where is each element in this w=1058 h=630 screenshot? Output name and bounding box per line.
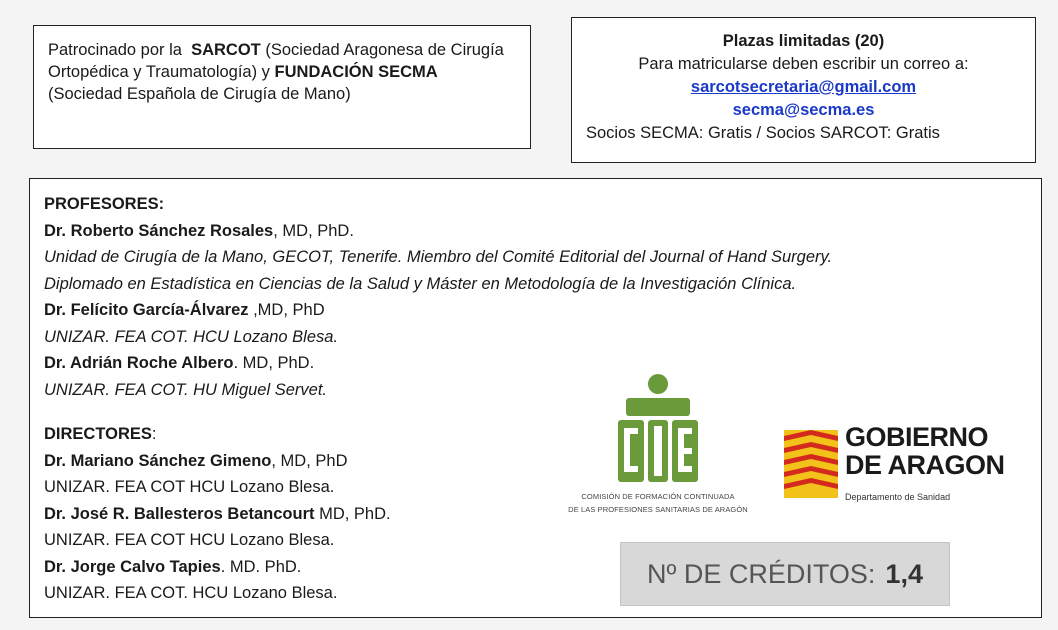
sponsor-secma: FUNDACIÓN SECMA — [274, 63, 438, 81]
email-link-sarcot[interactable]: sarcotsecretaria@gmail.com — [690, 78, 917, 96]
professor-3-affiliation: UNIZAR. FEA COT. HU Miguel Servet. — [44, 380, 328, 399]
enroll-title: Plazas limitadas (20) — [722, 32, 885, 50]
cfc-caption: COMISIÓN DE FORMACIÓN CONTINUADA DE LAS PROFESIONES SANITARIAS DE ARAGÓN — [568, 492, 748, 514]
professors-heading: PROFESORES: — [44, 195, 165, 213]
director-1: Dr. Mariano Sánchez Gimeno, MD, PhD — [44, 451, 348, 470]
director-1-affiliation: UNIZAR. FEA COT HCU Lozano Blesa. — [44, 478, 335, 496]
director-3: Dr. Jorge Calvo Tapies. MD. PhD. — [44, 557, 302, 576]
directors-heading: DIRECTORES: — [44, 425, 157, 443]
director-2-affiliation: UNIZAR. FEA COT HCU Lozano Blesa. — [44, 531, 335, 549]
enrollment-box — [571, 17, 1036, 163]
director-2: Dr. José R. Ballesteros Betancourt MD, PhD. — [44, 504, 391, 523]
professor-1-affiliation: Unidad de Cirugía de la Mano, GECOT, Tenerife. Miembro del Comité Editorial del Journal of Hand Surgery. — [44, 248, 833, 266]
professor-1: Dr. Roberto Sánchez Rosales, MD, PhD. — [44, 221, 354, 240]
sponsor-secma-desc: (Sociedad Española de Cirugía de Mano) — [48, 85, 351, 103]
professor-2: Dr. Felícito García-Álvarez ,MD, PhD — [44, 301, 325, 319]
director-3-affiliation: UNIZAR. FEA COT. HCU Lozano Blesa. — [44, 584, 338, 602]
enroll-fees: Socios SECMA: Gratis / Socios SARCOT: Gratis — [586, 124, 940, 142]
enroll-instruction: Para matricularse deben escribir un correo a: — [638, 55, 969, 73]
sponsor-sarcot: SARCOT — [191, 41, 261, 59]
professor-1-affiliation-2: Diplomado en Estadística en Ciencias de la Salud y Máster en Metodología de la Investigación Clínica. — [44, 274, 797, 293]
sponsor-prefix: Patrocinado por la — [48, 41, 182, 59]
credits-badge — [620, 542, 950, 606]
gobierno-aragon-title: GOBIERNO DE ARAGON — [845, 422, 1005, 480]
professor-2-affiliation: UNIZAR. FEA COT. HCU Lozano Blesa. — [44, 327, 339, 346]
credits-label: Nº DE CRÉDITOS: — [647, 558, 876, 589]
sponsor-box — [33, 25, 531, 149]
gobierno-aragon-department: Departamento de Sanidad — [845, 492, 951, 502]
professor-3: Dr. Adrián Roche Albero. MD, PhD. — [44, 354, 315, 372]
sponsor-sarcot-desc: (Sociedad Aragonesa de Cirugía Ortopédica y Traumatología) y — [48, 41, 504, 81]
email-link-secma[interactable]: secma@secma.es — [732, 101, 875, 119]
credits-value: 1,4 — [885, 558, 923, 589]
